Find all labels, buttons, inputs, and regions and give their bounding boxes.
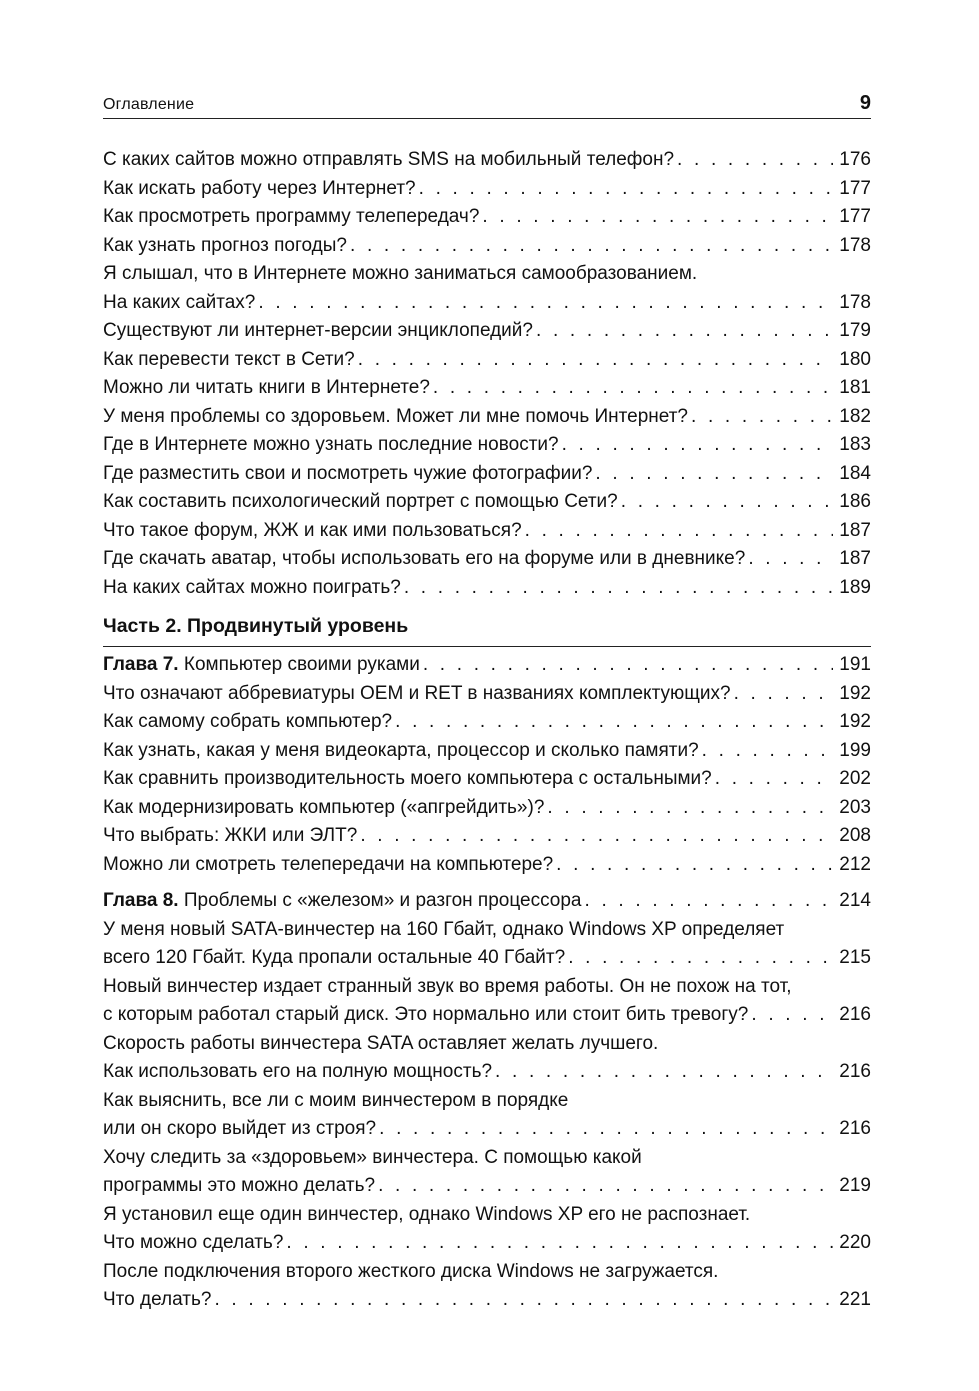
entry-title: На каких сайтах? [103, 291, 256, 313]
entry-title: Что можно сделать? [103, 1232, 284, 1253]
page-ref: 203 [839, 796, 871, 818]
dot-leader [258, 289, 833, 318]
toc-line [103, 794, 871, 823]
entry-title: Что такое форум, ЖЖ и как ими пользоваться? [103, 519, 522, 541]
toc-entry[interactable] [103, 1258, 871, 1315]
page-ref: 189 [839, 576, 871, 598]
dot-leader [433, 374, 833, 403]
dot-leader [525, 517, 833, 546]
entry-title: Существуют ли интернет-версии энциклопедий? [103, 320, 533, 341]
toc-entry[interactable] [103, 916, 871, 973]
toc-line [103, 737, 871, 766]
running-title: Оглавление [103, 96, 195, 113]
toc-line [103, 574, 871, 603]
page-ref: 181 [839, 377, 871, 398]
dot-leader [585, 887, 834, 916]
toc-line [103, 488, 871, 517]
entry-title: Где в Интернете можно узнать последние новости? [103, 434, 559, 455]
page-ref: 186 [839, 491, 871, 512]
toc-line [103, 765, 871, 794]
toc-line [103, 289, 871, 318]
chapter-title [103, 887, 582, 916]
toc-entry[interactable] [103, 794, 871, 823]
toc-line [103, 346, 871, 375]
dot-leader [360, 822, 833, 851]
toc-entry[interactable] [103, 973, 871, 1030]
page-ref: 182 [839, 405, 871, 427]
toc-entry[interactable] [103, 765, 871, 794]
dot-leader [395, 708, 833, 737]
entry-title: программы это можно делать? [103, 1175, 376, 1196]
toc-section-chapter-8 [103, 916, 871, 1315]
toc-entry[interactable] [103, 851, 871, 880]
toc-entry[interactable] [103, 1030, 871, 1087]
dot-leader [378, 1172, 833, 1201]
dot-leader [562, 431, 833, 460]
dot-leader [547, 794, 833, 823]
toc-entry[interactable] [103, 403, 871, 432]
page-ref: 212 [839, 853, 871, 875]
page-ref: 202 [839, 768, 871, 789]
page-ref: 219 [839, 1175, 871, 1196]
spacer [103, 879, 871, 887]
toc-entry[interactable] [103, 488, 871, 517]
entry-title: Как перевести текст в Сети? [103, 348, 355, 370]
toc-line [103, 1030, 871, 1059]
dot-leader [621, 488, 833, 517]
toc-section-1 [103, 146, 871, 602]
toc-entry[interactable] [103, 203, 871, 232]
entry-title: Я установил еще один винчестер, однако Windows XP его не распознает. [103, 1203, 751, 1225]
dot-leader [748, 545, 833, 574]
entry-title: Как самому собрать компьютер? [103, 711, 393, 732]
toc-line [103, 680, 871, 709]
entry-title: Как просмотреть программу телепередач? [103, 206, 480, 227]
toc-line [103, 317, 871, 346]
toc-entry[interactable] [103, 574, 871, 603]
toc-entry[interactable] [103, 680, 871, 709]
entry-title: На каких сайтах можно поиграть? [103, 576, 401, 598]
chapter-8-entry[interactable] [103, 887, 871, 916]
page-ref: 187 [839, 519, 871, 541]
toc-line [103, 1144, 871, 1173]
toc-line [103, 1001, 871, 1030]
dot-leader [379, 1115, 833, 1144]
dot-leader [751, 1001, 833, 1030]
toc-entry[interactable] [103, 460, 871, 489]
entry-title: Где скачать аватар, чтобы использовать его на форуме или в дневнике? [103, 548, 746, 569]
chapter-7-entry[interactable] [103, 651, 871, 680]
toc-line [103, 887, 871, 916]
dot-leader [358, 346, 833, 375]
toc-line [103, 1058, 871, 1087]
dot-leader [350, 232, 833, 261]
entry-title: Как использовать его на полную мощность? [103, 1061, 493, 1082]
page-ref: 177 [839, 177, 871, 199]
toc-line [103, 973, 871, 1002]
toc-line [103, 146, 871, 175]
toc-entry[interactable] [103, 737, 871, 766]
chapter-label: Глава 8. [103, 890, 179, 911]
entry-title: С каких сайтов можно отправлять SMS на мобильный телефон? [103, 149, 675, 170]
dot-leader [568, 944, 833, 973]
toc-entry[interactable] [103, 1087, 871, 1144]
toc-line [103, 517, 871, 546]
entry-title: или он скоро выйдет из строя? [103, 1118, 377, 1139]
page-ref: 187 [839, 548, 871, 569]
toc-entry[interactable] [103, 232, 871, 261]
page-ref: 216 [839, 1004, 871, 1025]
dot-leader [536, 317, 833, 346]
entry-title: Можно ли смотреть телепередачи на компьютере? [103, 853, 554, 875]
toc-line [103, 851, 871, 880]
entry-title: Как искать работу через Интернет? [103, 177, 416, 199]
chapter-name: Проблемы с «железом» и разгон процессора [183, 890, 582, 911]
toc-entry[interactable] [103, 822, 871, 851]
page-ref: 208 [839, 825, 871, 846]
dot-leader [677, 146, 833, 175]
dot-leader [702, 737, 833, 766]
toc-section-chapter-7 [103, 680, 871, 880]
entry-title: Как модернизировать компьютер («апгрейдить»)? [103, 796, 545, 818]
toc-entry[interactable] [103, 260, 871, 317]
entry-title: Как выяснить, все ли с моим винчестером в порядке [103, 1089, 569, 1111]
page-ref: 180 [839, 348, 871, 370]
toc-entry[interactable] [103, 317, 871, 346]
page-ref: 191 [839, 654, 871, 675]
toc-line [103, 651, 871, 680]
toc-line [103, 403, 871, 432]
dot-leader [286, 1229, 833, 1258]
toc-line [103, 431, 871, 460]
toc-line [103, 545, 871, 574]
toc-line [103, 260, 871, 289]
entry-title: Как узнать прогноз погоды? [103, 234, 347, 256]
dot-leader [214, 1286, 833, 1315]
toc-entry[interactable] [103, 517, 871, 546]
dot-leader [495, 1058, 833, 1087]
dot-leader [556, 851, 833, 880]
dot-leader [482, 203, 833, 232]
dot-leader [423, 651, 833, 680]
entry-title: Можно ли читать книги в Интернете? [103, 377, 430, 398]
page-ref: 184 [839, 462, 871, 484]
toc-entry[interactable] [103, 146, 871, 175]
toc-line [103, 374, 871, 403]
toc-line [103, 708, 871, 737]
entry-title: с которым работал старый диск. Это нормально или стоит бить тревогу? [103, 1004, 749, 1025]
entry-title: Как сравнить производительность моего компьютера с остальными? [103, 768, 712, 789]
toc-line [103, 1172, 871, 1201]
page-ref: 192 [839, 682, 871, 704]
page-ref: 216 [839, 1118, 871, 1139]
entry-title: У меня проблемы со здоровьем. Может ли мне помочь Интернет? [103, 405, 688, 427]
entry-title: Хочу следить за «здоровьем» винчестера. С помощью какой [103, 1146, 642, 1168]
toc-line [103, 203, 871, 232]
toc-line [103, 232, 871, 261]
toc-entry[interactable] [103, 431, 871, 460]
toc-entry[interactable] [103, 1144, 871, 1201]
toc-entry[interactable] [103, 175, 871, 204]
page-ref: 178 [839, 291, 871, 313]
toc-entry[interactable] [103, 374, 871, 403]
page-ref: 179 [839, 320, 871, 341]
toc-line [103, 1229, 871, 1258]
entry-title: Где разместить свои и посмотреть чужие фотографии? [103, 462, 593, 484]
dot-leader [715, 765, 833, 794]
entry-title: Что выбрать: ЖКИ или ЭЛТ? [103, 825, 358, 846]
page-ref: 192 [839, 711, 871, 732]
dot-leader [734, 680, 833, 709]
entry-title: Новый винчестер издает странный звук во время работы. Он не похож на тот, [103, 975, 792, 997]
table-of-contents [103, 146, 871, 1315]
page-ref: 214 [839, 890, 871, 911]
toc-line [103, 1286, 871, 1315]
page-ref: 199 [839, 739, 871, 761]
page-ref: 176 [839, 149, 871, 170]
toc-line [103, 822, 871, 851]
page-number: 9 [859, 92, 871, 114]
entry-title: Как узнать, какая у меня видеокарта, процессор и сколько памяти? [103, 739, 699, 761]
toc-line [103, 1087, 871, 1116]
page-ref: 216 [839, 1061, 871, 1082]
chapter-name: Компьютер своими руками [183, 654, 420, 675]
entry-title: У меня новый SATA-винчестер на 160 Гбайт, однако Windows XP определяет [103, 918, 785, 940]
running-header [103, 92, 871, 119]
part-heading: Часть 2. Продвинутый уровень [103, 612, 871, 647]
toc-line [103, 1115, 871, 1144]
chapter-label: Глава 7. [103, 654, 179, 675]
toc-entry[interactable] [103, 1201, 871, 1258]
entry-title: Скорость работы винчестера SATA оставляет желать лучшего. [103, 1032, 659, 1054]
toc-entry[interactable] [103, 708, 871, 737]
toc-line [103, 944, 871, 973]
toc-entry[interactable] [103, 545, 871, 574]
entry-title: Я слышал, что в Интернете можно заниматься самообразованием. [103, 263, 698, 284]
entry-title: всего 120 Гбайт. Куда пропали остальные 40 Гбайт? [103, 947, 566, 968]
toc-line [103, 916, 871, 945]
entry-title: Что означают аббревиатуры OEM и RET в названиях комплектующих? [103, 682, 731, 704]
dot-leader [595, 460, 833, 489]
page-ref: 178 [839, 234, 871, 256]
page-ref: 220 [839, 1232, 871, 1253]
page-ref: 183 [839, 434, 871, 455]
dot-leader [419, 175, 833, 204]
dot-leader [691, 403, 833, 432]
entry-title: После подключения второго жесткого диска Windows не загружается. [103, 1260, 719, 1282]
toc-line [103, 1201, 871, 1230]
entry-title: Что делать? [103, 1289, 212, 1310]
dot-leader [404, 574, 833, 603]
page-ref: 177 [839, 206, 871, 227]
toc-line [103, 460, 871, 489]
entry-title: Как составить психологический портрет с помощью Сети? [103, 491, 618, 512]
page-ref: 215 [839, 947, 871, 968]
toc-line [103, 175, 871, 204]
toc-entry[interactable] [103, 346, 871, 375]
page-ref: 221 [839, 1289, 871, 1310]
chapter-title [103, 651, 420, 680]
toc-line [103, 1258, 871, 1287]
